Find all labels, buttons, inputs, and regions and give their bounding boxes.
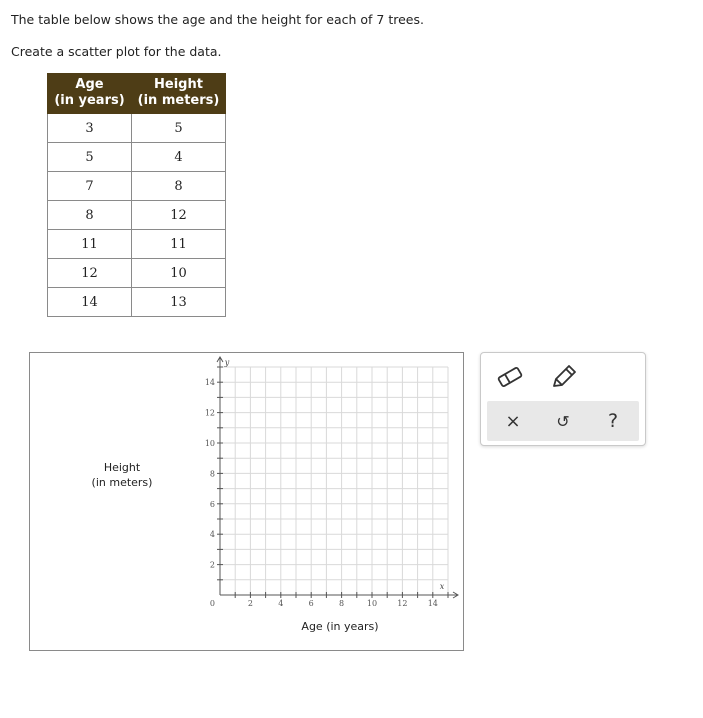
y-tick-label: 4 [209, 530, 215, 540]
origin-label: 0 [209, 599, 215, 608]
tick-labels [205, 358, 445, 608]
height-cell: 8 [132, 172, 226, 201]
table-row [48, 172, 226, 201]
x-tick-label: 6 [308, 599, 314, 608]
close-icon: × [505, 410, 521, 432]
action-bar [487, 401, 639, 441]
clear-button[interactable] [493, 405, 533, 437]
height-cell: 11 [132, 230, 226, 259]
x-tick-label: 14 [427, 599, 438, 608]
x-axis-title: Age (in years) [301, 620, 379, 633]
pencil-icon [550, 364, 578, 390]
age-cell: 11 [48, 230, 132, 259]
age-header-line1: Age [75, 77, 104, 92]
table-row [48, 114, 226, 143]
prompt-line-2: Create a scatter plot for the data. [11, 44, 222, 59]
table-row [48, 288, 226, 317]
x-tick-label: 10 [366, 599, 378, 608]
help-button[interactable] [593, 405, 633, 437]
help-icon: ? [607, 410, 619, 432]
age-cell: 8 [48, 201, 132, 230]
table-row [48, 259, 226, 288]
eraser-tool-button[interactable] [493, 360, 527, 394]
y-tick-label: 6 [209, 499, 215, 509]
graph-panel [29, 352, 464, 651]
height-cell: 13 [132, 288, 226, 317]
y-axis-name: y [224, 358, 230, 367]
undo-icon: ↺ [556, 411, 570, 431]
height-cell: 5 [132, 114, 226, 143]
age-header [48, 74, 132, 114]
table-row [48, 230, 226, 259]
pencil-tool-button[interactable] [547, 360, 581, 394]
age-cell: 7 [48, 172, 132, 201]
coordinate-grid[interactable] [30, 353, 463, 650]
age-header-line2: (in years) [54, 93, 125, 108]
grid-lines [220, 367, 448, 595]
height-cell: 12 [132, 201, 226, 230]
prompt-line-1: The table below shows the age and the height for each of 7 trees. [11, 12, 424, 27]
y-tick-label: 10 [204, 439, 215, 448]
y-axis-title-line2: (in meters) [91, 476, 153, 489]
age-cell: 14 [48, 288, 132, 317]
age-cell: 5 [48, 143, 132, 172]
table-row [48, 201, 226, 230]
x-tick-label: 8 [339, 599, 345, 608]
table-row [48, 143, 226, 172]
data-table [47, 73, 226, 317]
axes [217, 357, 458, 598]
height-header [132, 74, 226, 114]
x-tick-label: 2 [247, 599, 253, 608]
x-tick-label: 4 [278, 599, 284, 608]
y-tick-label: 12 [204, 408, 215, 418]
eraser-icon [496, 366, 524, 388]
x-tick-label: 12 [397, 599, 408, 608]
height-cell: 4 [132, 143, 226, 172]
y-axis-title-line1: Height [103, 461, 141, 474]
y-tick-label: 14 [204, 378, 215, 388]
height-header-line1: Height [154, 77, 203, 92]
height-cell: 10 [132, 259, 226, 288]
y-tick-label: 2 [209, 560, 215, 570]
height-header-line2: (in meters) [137, 93, 220, 108]
undo-button[interactable] [543, 405, 583, 437]
graph-toolbar [480, 352, 646, 446]
y-tick-label: 8 [209, 469, 215, 479]
x-axis-name: x [439, 582, 445, 591]
age-cell: 3 [48, 114, 132, 143]
age-cell: 12 [48, 259, 132, 288]
